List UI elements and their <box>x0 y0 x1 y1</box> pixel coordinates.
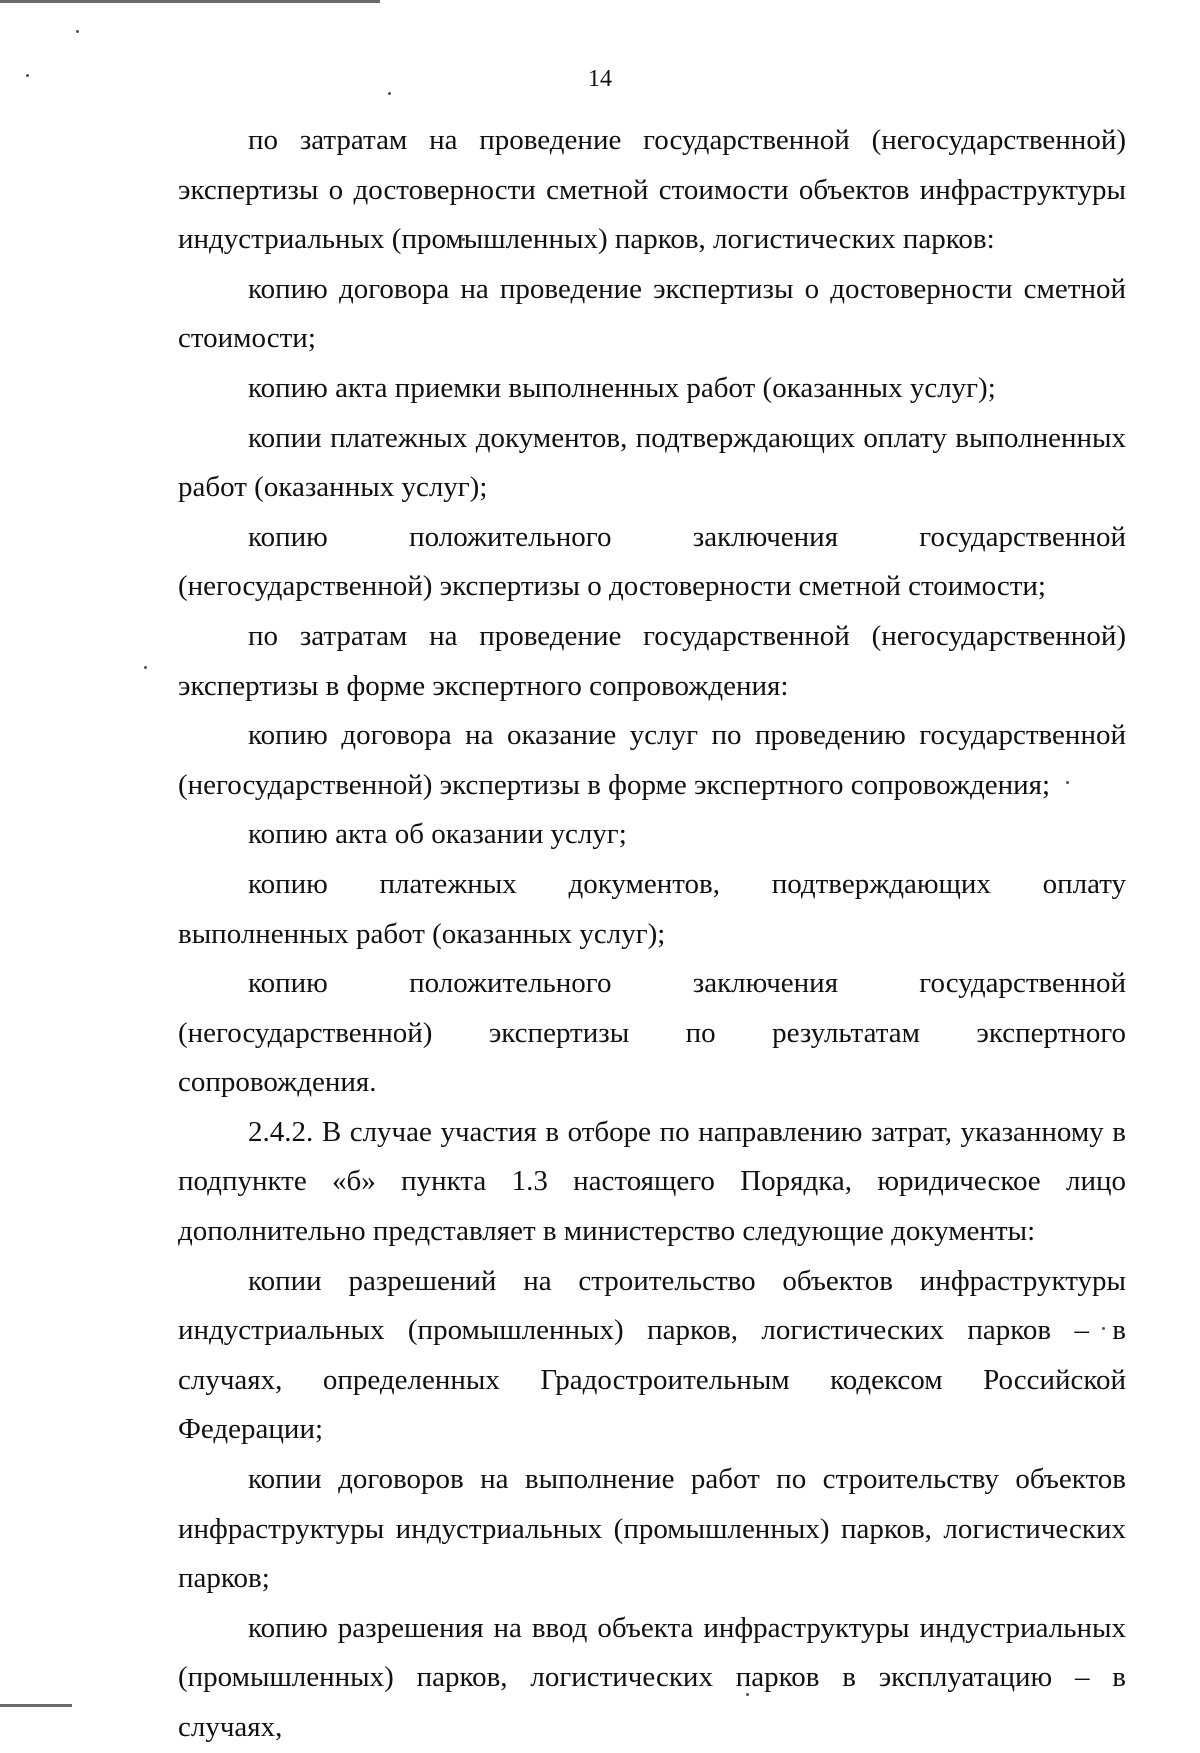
scan-speck <box>76 30 79 33</box>
paragraph: копию положительного заключения государственной (негосударственной) экспертизы по результатам экспертного сопровождения. <box>178 967 1126 1099</box>
paragraph: копию акта об оказании услуг; <box>248 818 627 851</box>
paragraph: копии договоров на выполнение работ по строительству объектов инфраструктуры индустриальных (промышленных) парков, логистических парков; <box>178 1463 1126 1595</box>
scan-edge-bottom <box>0 1704 72 1707</box>
scan-speck <box>144 666 147 669</box>
paragraph: по затратам на проведение государственной (негосударственной) экспертизы о достоверности сметной стоимости объектов инфраструктуры индустриальных (промышленных) парков, логистических парков: <box>178 124 1126 256</box>
scan-edge-top <box>0 0 380 3</box>
paragraph: копию положительного заключения государственной (негосударственной) экспертизы о достоверности сметной стоимости; <box>178 520 1126 603</box>
page-number: 14 <box>588 66 612 92</box>
paragraph: копии разрешений на строительство объектов инфраструктуры индустриальных (промышленных) парков, логистических парков – в случаях, определенных Градостроительным кодексом Российской Федерации; <box>178 1264 1126 1446</box>
paragraph: копии платежных документов, подтверждающих оплату выполненных работ (оказанных услуг); <box>178 421 1126 504</box>
document-body <box>178 116 1126 1753</box>
paragraph: копию платежных документов, подтверждающих оплату выполненных работ (оказанных услуг); <box>178 867 1126 950</box>
paragraph: копию разрешения на ввод объекта инфраструктуры индустриальных (промышленных) парков, логистических парков в эксплуатацию – в случаях, <box>178 1611 1126 1743</box>
paragraph: по затратам на проведение государственной (негосударственной) экспертизы в форме экспертного сопровождения: <box>178 619 1126 702</box>
paragraph: копию договора на проведение экспертизы о достоверности сметной стоимости; <box>178 272 1126 355</box>
paragraph: копию договора на оказание услуг по проведению государственной (негосударственной) экспертизы в форме экспертного сопровождения; <box>178 719 1126 801</box>
paragraph: копию акта приемки выполненных работ (оказанных услуг); <box>248 371 996 404</box>
paragraph: 2.4.2. В случае участия в отборе по направлению затрат, указанному в подпункте «б» пункта 1.3 настоящего Порядка, юридическое лицо дополнительно представляет в министерство следующие документы: <box>178 1115 1126 1248</box>
